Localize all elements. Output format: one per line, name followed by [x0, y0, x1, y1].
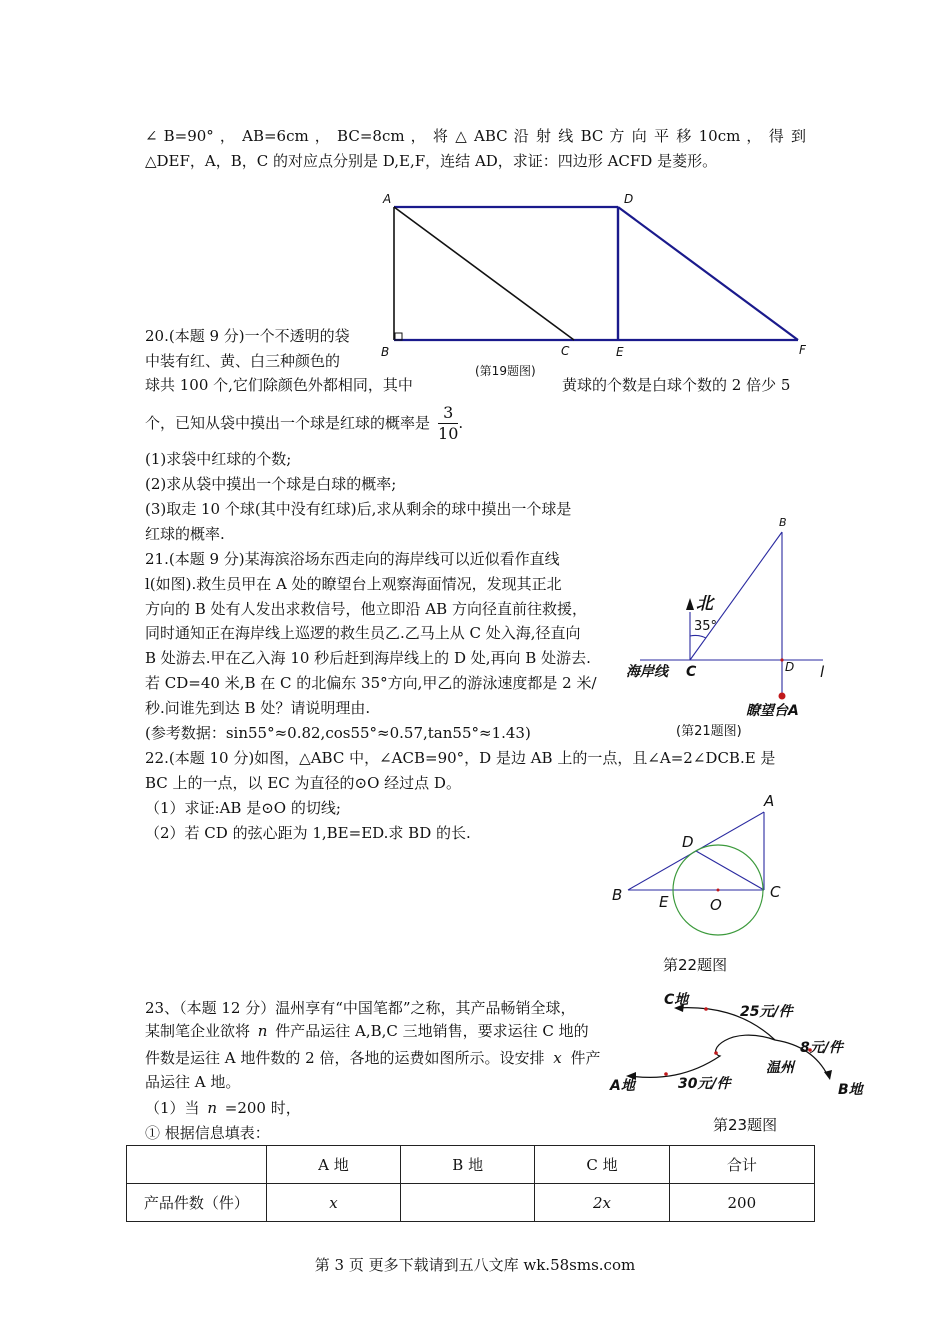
label-d: D	[682, 833, 694, 851]
q22-line-2: BC 上的一点，以 EC 为直径的⊙O 经过点 D。	[145, 774, 461, 792]
q23-line-4: 品运往 A 地。	[145, 1073, 241, 1091]
label-35-degree: 35°	[694, 619, 718, 634]
q20-line-2: 中装有红、黄、白三种颜色的	[145, 352, 341, 370]
table-header-c: C 地	[535, 1146, 669, 1184]
label-c: C	[770, 883, 781, 901]
label-o: O	[710, 896, 722, 914]
label-b: B	[381, 345, 390, 359]
q23-sub-1-eq: =200	[224, 1099, 266, 1117]
q21-line-5: B 处游去.甲在乙入海 10 秒后赶到海岸线上的 D 处,再向 B 处游去.	[145, 649, 591, 667]
q21-line-2: l(如图).救生员甲在 A 处的瞭望台上观察海面情况，发现其正北	[145, 575, 562, 593]
point-d-dot	[780, 658, 783, 661]
q20-sub-3b: 红球的概率.	[145, 525, 225, 543]
label-tower-a: 瞭望台A	[746, 703, 799, 719]
label-e: E	[616, 345, 624, 359]
label-c: C	[686, 664, 697, 680]
q21-line-4: 同时通知正在海岸线上巡逻的救生员乙.乙马上从 C 处入海,径直向	[145, 624, 581, 642]
q22-line-1: 22.(本题 10 分)如图，△ABC 中，∠ACB=90°，D 是边 AB 上的一点，且∠A=2∠DCB.E 是	[145, 749, 776, 767]
table-row	[127, 1184, 815, 1222]
table-cell-total: 200	[669, 1184, 814, 1222]
fraction-denominator: 10	[438, 423, 459, 443]
north-arrow-icon	[686, 598, 694, 610]
label-c-place: C地	[664, 992, 689, 1008]
table-cell-b[interactable]	[401, 1184, 535, 1222]
segment-ac	[394, 207, 574, 340]
q19-line-1: ∠ B=90° ， AB=6cm ， BC=8cm ， 将 △ ABC 沿 射 线 BC 方 向 平 移 10cm ， 得 到	[145, 127, 806, 145]
route-wenzhou-a	[630, 1035, 775, 1077]
label-e: E	[659, 893, 669, 911]
center-o-dot	[717, 889, 720, 892]
q20-line-4	[145, 400, 463, 446]
figure-23	[600, 984, 880, 1134]
label-cost-c: 25元/件	[740, 1004, 793, 1020]
q22-sub-1: （1）求证:AB 是⊙O 的切线;	[145, 799, 341, 817]
q23-sub-1b: 时，	[270, 1099, 301, 1117]
figure-21	[620, 508, 840, 744]
label-coastline: 海岸线	[626, 664, 668, 680]
variable-n: n	[257, 1022, 268, 1040]
q20-line-4-end: .	[458, 414, 464, 432]
table-header-b: B 地	[401, 1146, 535, 1184]
table-header-total: 合计	[669, 1146, 814, 1184]
label-d: D	[624, 192, 634, 206]
label-f: F	[799, 343, 806, 357]
q20-line-3b: 黄球的个数是白球个数的 2 倍少 5	[562, 376, 791, 394]
figure-21-caption: (第21题图)	[676, 724, 742, 739]
label-l: l	[820, 663, 825, 681]
figure-22-caption: 第22题图	[663, 956, 728, 974]
table-cell-a: x	[266, 1184, 400, 1222]
label-c: C	[561, 344, 570, 358]
angle-arc-35	[690, 635, 706, 638]
q20-sub-2: (2)求从袋中摸出一个球是白球的概率;	[145, 475, 397, 493]
route-dot-a	[664, 1072, 668, 1076]
table-row-label: 产品件数（件）	[127, 1184, 267, 1222]
route-dot-mid	[714, 1051, 718, 1055]
q21-line-6: 若 CD=40 米,B 在 C 的北偏东 35°方向,甲乙的游泳速度都是 2 米/	[145, 674, 597, 692]
q23-line-3b: 件产	[570, 1049, 601, 1067]
fraction-numerator: 3	[438, 403, 458, 424]
fill-in-table	[126, 1145, 815, 1222]
q21-line-1: 21.(本题 9 分)某海滨浴场东西走向的海岸线可以近似看作直线	[145, 550, 560, 568]
segment-dc	[696, 851, 764, 890]
probability-fraction	[438, 403, 458, 444]
q21-line-8: (参考数据：sin55°≈0.82,cos55°≈0.57,tan55°≈1.43)	[145, 724, 531, 742]
q20-sub-1: (1)求袋中红球的个数;	[145, 450, 292, 468]
label-a: A	[764, 792, 775, 810]
label-wenzhou: 温州	[766, 1060, 794, 1076]
route-dot-c	[704, 1007, 708, 1011]
label-a: A	[383, 192, 392, 206]
figure-22	[600, 790, 810, 980]
table-header-row	[127, 1146, 815, 1184]
figure-19	[370, 186, 820, 386]
q23-line-2	[145, 1019, 589, 1043]
q23-line-2a: 某制笔企业欲将	[145, 1022, 251, 1040]
q23-line-2b: 件产品运往 A,B,C 三地销售，要求运往 C 地的	[275, 1022, 589, 1040]
variable-x: x	[553, 1049, 562, 1067]
q22-sub-2: （2）若 CD 的弦心距为 1,BE=ED.求 BD 的长.	[145, 824, 471, 842]
q23-line-1: 23、（本题 12 分）温州享有“中国笔都”之称，其产品畅销全球，	[145, 999, 576, 1017]
q23-sub-1	[145, 1096, 301, 1120]
variable-n-2: n	[207, 1099, 217, 1117]
segment-df	[618, 207, 798, 340]
q23-sub-1c: ① 根据信息填表：	[145, 1124, 270, 1142]
label-b: B	[612, 886, 623, 904]
tower-point-icon	[779, 693, 786, 700]
label-d: D	[785, 660, 795, 674]
table-cell-c: 2x	[535, 1184, 669, 1222]
label-a-place: A地	[610, 1078, 635, 1094]
label-cost-b: 8元/件	[800, 1040, 843, 1056]
q23-line-3a: 件数是运往 A 地件数的 2 倍，各地的运费如图所示。设安排	[145, 1049, 545, 1067]
label-b: B	[779, 516, 787, 529]
q21-line-3: 方向的 B 处有人发出求救信号，他立即沿 AB 方向径直前往救援，	[145, 600, 587, 618]
q20-line-4-text: 个，已知从袋中摸出一个球是红球的概率是	[145, 414, 431, 432]
q19-line-2: △DEF，A，B，C 的对应点分别是 D,E,F，连结 AD，求证：四边形 ACFD 是菱形。	[145, 152, 718, 170]
q20-line-3a: 球共 100 个,它们除颜色外都相同，其中	[145, 376, 413, 394]
label-b-place: B地	[838, 1082, 863, 1098]
figure-19-caption: (第19题图)	[475, 364, 536, 378]
q21-line-7: 秒.问谁先到达 B 处？请说明理由.	[145, 699, 371, 717]
table-header-a: A 地	[266, 1146, 400, 1184]
q23-sub-1a: （1）当	[145, 1099, 200, 1117]
q23-line-3	[145, 1046, 601, 1070]
page-footer: 第 3 页 更多下载请到五八文库 wk.58sms.com	[314, 1256, 636, 1274]
table-header-blank	[127, 1146, 267, 1184]
label-cost-a: 30元/件	[678, 1076, 731, 1092]
figure-23-caption: 第23题图	[713, 1116, 778, 1134]
q20-line-1: 20.(本题 9 分)一个不透明的袋	[145, 327, 350, 345]
q20-sub-3a: (3)取走 10 个球(其中没有红球)后,求从剩余的球中摸出一个球是	[145, 500, 572, 518]
label-north: 北	[696, 594, 713, 614]
